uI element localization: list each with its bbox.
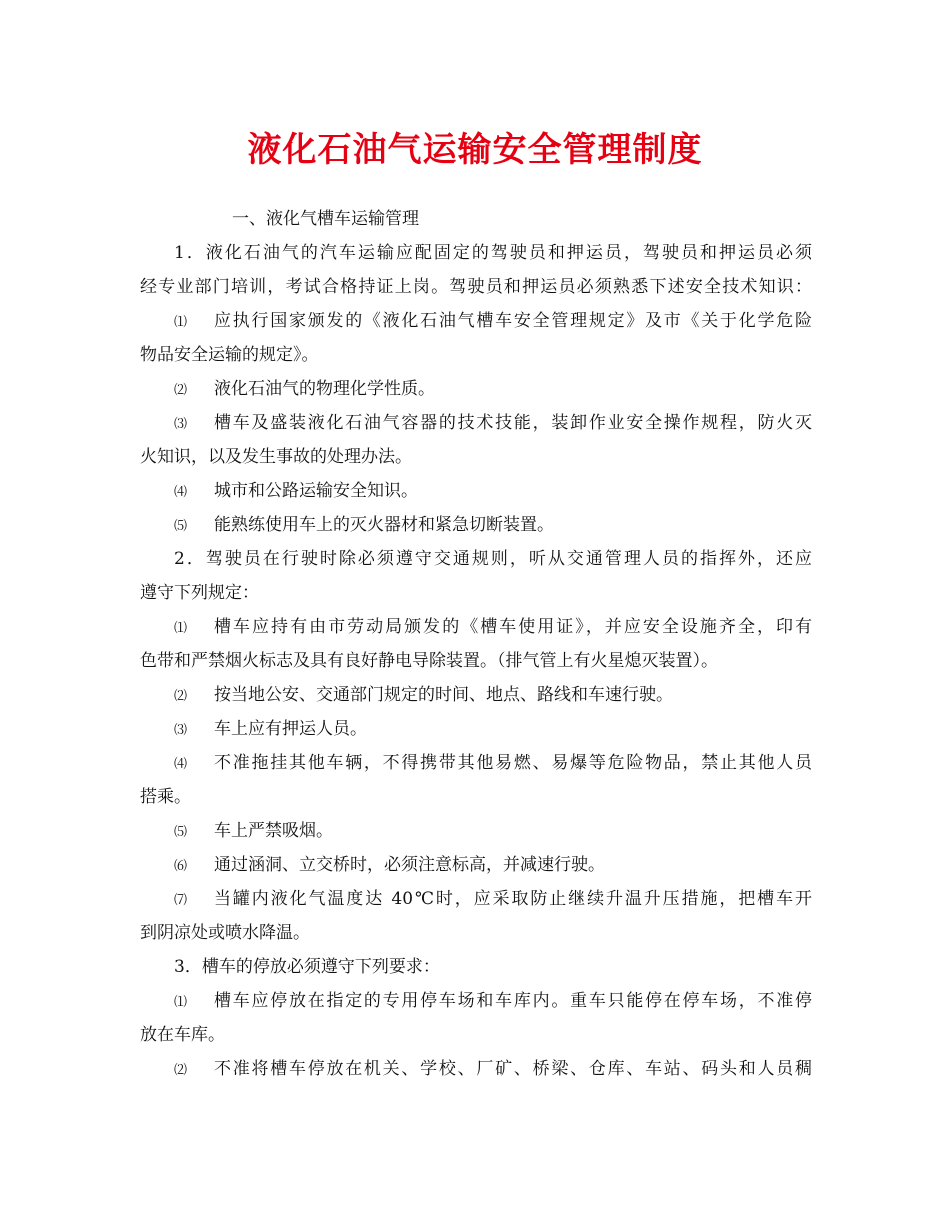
- numbered-paragraph: [140, 542, 812, 576]
- list-item-marker: ⑵: [174, 383, 188, 398]
- list-item-marker: ⑴: [174, 315, 188, 330]
- line-text: 不准将槽车停放在机关、学校、厂矿、桥梁、仓库、车站、码头和人员稠: [214, 1059, 812, 1079]
- document-title: 液化石油气运输安全管理制度: [247, 130, 703, 170]
- line-text: 槽车应持有由市劳动局颁发的《槽车使用证》，并应安全设施齐全，印有: [214, 617, 812, 637]
- line-text: 1．液化石油气的汽车运输应配固定的驾驶员和押运员，驾驶员和押运员必须: [174, 243, 812, 263]
- line-text: 当罐内液化气温度达 40℃时，应采取防止继续升温升压措施，把槽车开: [214, 889, 812, 909]
- line-text: 不准拖挂其他车辆，不得携带其他易燃、易爆等危险物品，禁止其他人员: [214, 753, 812, 773]
- line-text: 按当地公安、交通部门规定的时间、地点、路线和车速行驶。: [214, 685, 673, 705]
- list-item: [140, 372, 812, 406]
- list-item-marker: ⑵: [174, 1063, 188, 1078]
- line-text: 经专业部门培训，考试合格持证上岗。驾驶员和押运员必须熟悉下述安全技术知识：: [140, 277, 812, 297]
- list-item: [140, 678, 812, 712]
- list-item-marker: ⑸: [174, 825, 188, 840]
- document-body: [140, 202, 812, 1086]
- section-heading: [140, 202, 812, 236]
- line-text: 色带和严禁烟火标志及具有良好静电导除装置。（排气管上有火星熄灭装置）。: [140, 651, 718, 671]
- paragraph-continuation: [140, 916, 812, 950]
- list-item: [140, 474, 812, 508]
- line-text: 槽车应停放在指定的专用停车场和车库内。重车只能停在停车场，不准停: [214, 991, 812, 1011]
- line-text: 车上应有押运人员。: [214, 719, 367, 739]
- line-text: 槽车及盛装液化石油气容器的技术技能，装卸作业安全操作规程，防火灭: [214, 413, 812, 433]
- line-text: 火知识，以及发生事故的处理办法。: [140, 447, 412, 467]
- list-item-marker: ⑴: [174, 995, 188, 1010]
- list-item-marker: ⑴: [174, 621, 188, 636]
- list-item-marker: ⑸: [174, 519, 188, 534]
- paragraph-continuation: [140, 780, 812, 814]
- paragraph-continuation: [140, 576, 812, 610]
- line-text: 一、液化气槽车运输管理: [232, 209, 419, 229]
- list-item: [140, 984, 812, 1018]
- line-text: 车上严禁吸烟。: [214, 821, 333, 841]
- line-text: 城市和公路运输安全知识。: [214, 481, 418, 501]
- list-item: [140, 848, 812, 882]
- line-text: 能熟练使用车上的灭火器材和紧急切断装置。: [214, 515, 554, 535]
- line-text: 液化石油气的物理化学性质。: [214, 379, 435, 399]
- list-item: [140, 1052, 812, 1086]
- list-item-marker: ⑶: [174, 417, 188, 432]
- list-item-marker: ⑹: [174, 859, 188, 874]
- line-text: 搭乘。: [140, 787, 191, 807]
- line-text: 物品安全运输的规定》。: [140, 345, 319, 365]
- paragraph-continuation: [140, 440, 812, 474]
- paragraph-continuation: [140, 1018, 812, 1052]
- list-item-marker: ⑵: [174, 689, 188, 704]
- list-item: [140, 304, 812, 338]
- list-item: [140, 712, 812, 746]
- list-item-marker: ⑷: [174, 757, 188, 772]
- list-item: [140, 610, 812, 644]
- list-item-marker: ⑶: [174, 723, 188, 738]
- line-text: 2．驾驶员在行驶时除必须遵守交通规则，听从交通管理人员的指挥外，还应: [174, 549, 812, 569]
- list-item-marker: ⑺: [174, 893, 188, 908]
- list-item: [140, 746, 812, 780]
- line-text: 3．槽车的停放必须遵守下列要求：: [174, 957, 440, 977]
- paragraph-continuation: [140, 270, 812, 304]
- list-item: [140, 814, 812, 848]
- list-item: [140, 406, 812, 440]
- paragraph-continuation: [140, 338, 812, 372]
- line-text: 应执行国家颁发的《液化石油气槽车安全管理规定》及市《关于化学危险: [214, 311, 812, 331]
- numbered-paragraph: [140, 236, 812, 270]
- line-text: 遵守下列规定：: [140, 583, 259, 603]
- list-item-marker: ⑷: [174, 485, 188, 500]
- paragraph-continuation: [140, 644, 812, 678]
- line-text: 放在车库。: [140, 1025, 225, 1045]
- numbered-paragraph: [140, 950, 812, 984]
- list-item: [140, 882, 812, 916]
- line-text: 到阴凉处或喷水降温。: [140, 923, 310, 943]
- line-text: 通过涵洞、立交桥时，必须注意标高，并减速行驶。: [214, 855, 605, 875]
- list-item: [140, 508, 812, 542]
